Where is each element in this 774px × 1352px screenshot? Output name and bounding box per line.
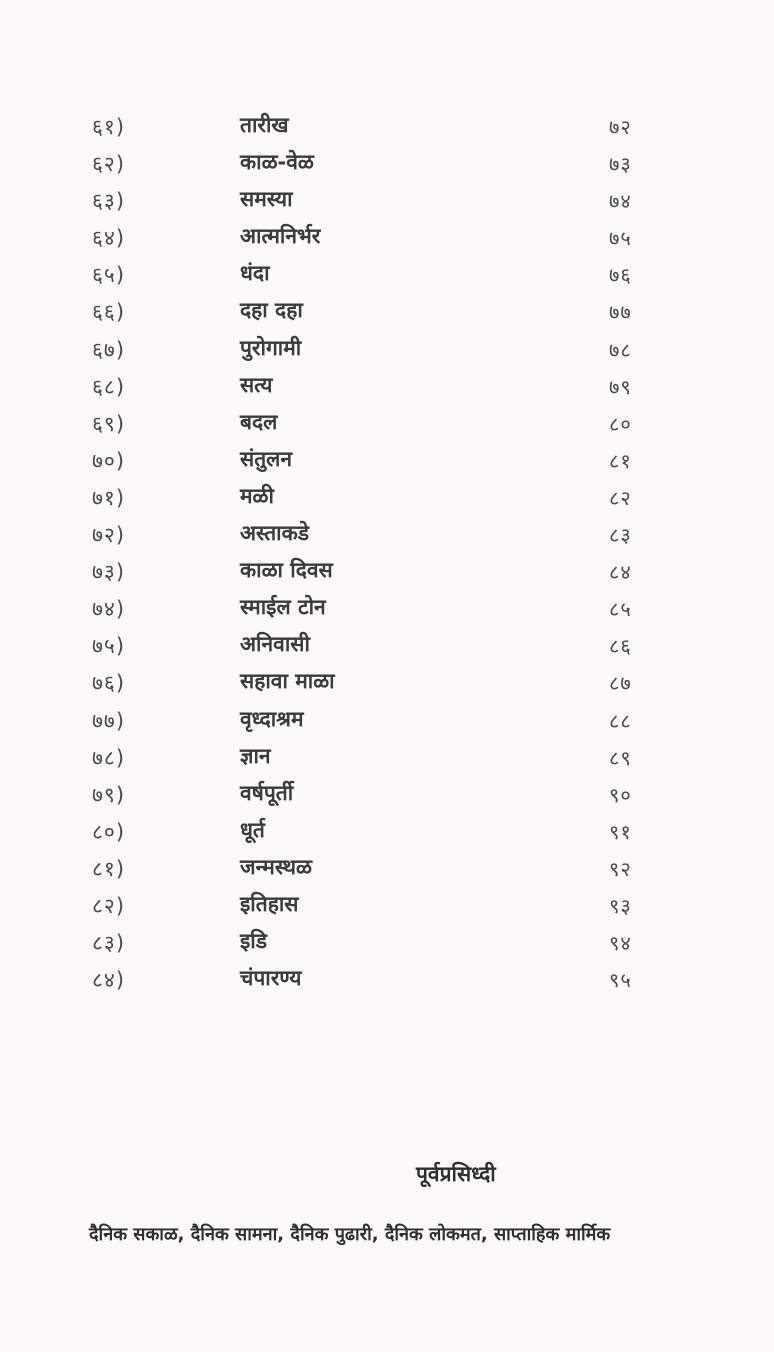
toc-entry-number: ६५) (92, 263, 126, 288)
toc-entry-title: काळ-वेळ (240, 150, 314, 175)
toc-entry-number: ६३) (92, 189, 126, 214)
toc-entry-page-number: ७९ (609, 374, 632, 399)
toc-entry-page-number: ९३ (609, 893, 632, 918)
toc-entry-number: ८४) (92, 968, 126, 993)
toc-entry-title: स्माईल टोन (240, 595, 326, 620)
toc-row (0, 630, 774, 667)
toc-entry-page-number: ८८ (609, 708, 632, 733)
prior-publication-list: दैनिक सकाळ, दैनिक सामना, दैनिक पुढारी, दैनिक लोकमत, साप्ताहिक मार्मिक (89, 1224, 611, 1245)
toc-entry-page-number: ७३ (609, 152, 632, 177)
toc-entry-page-number: ७२ (609, 115, 632, 139)
toc-entry-number: ६१) (92, 115, 126, 139)
toc-entry-page-number: ८४ (609, 560, 632, 585)
toc-entry-title: अस्ताकडे (240, 521, 309, 546)
toc-entry-title: दहा दहा (240, 298, 303, 323)
toc-entry-page-number: ७४ (609, 189, 632, 214)
toc-entry-page-number: ८१ (609, 448, 632, 473)
toc-entry-page-number: ९१ (609, 819, 632, 844)
toc-row (0, 816, 774, 853)
toc-row (0, 890, 774, 927)
toc-entry-number: ६८) (92, 374, 126, 399)
toc-entry-title: समस्या (240, 187, 293, 212)
toc-row (0, 185, 774, 222)
toc-entry-number: ६९) (92, 411, 126, 436)
toc-row (0, 334, 774, 371)
toc-entry-title: जन्मस्थळ (240, 854, 312, 879)
toc-row (0, 964, 774, 1001)
toc-entry-number: ७१) (92, 485, 126, 510)
toc-row (0, 593, 774, 630)
toc-entry-page-number: ८७ (609, 671, 632, 696)
toc-row (0, 371, 774, 408)
toc-row (0, 259, 774, 296)
toc-entry-number: ७२) (92, 523, 126, 548)
toc-entry-number: ६४) (92, 226, 126, 251)
toc-entry-page-number: ८२ (609, 485, 632, 510)
toc-entry-number: ६२) (92, 152, 126, 177)
toc-row (0, 482, 774, 519)
toc-entry-number: ८२) (92, 893, 126, 918)
toc-entry-title: संतुलन (240, 446, 293, 471)
toc-entry-title: तारीख (240, 113, 289, 137)
toc-entry-title: इतिहास (240, 891, 299, 916)
toc-entry-number: ७४) (92, 597, 126, 622)
toc-entry-title: इडि (240, 929, 267, 954)
toc-entry-page-number: ९४ (609, 931, 632, 956)
toc-row (0, 445, 774, 482)
toc-entry-page-number: ९५ (609, 968, 632, 993)
toc-row (0, 519, 774, 556)
toc-row (0, 927, 774, 964)
toc-entry-number: ६७) (92, 337, 126, 362)
toc-entry-page-number: ७८ (609, 337, 632, 362)
toc-entry-page-number: ७६ (609, 263, 632, 288)
toc-entry-page-number: ८६ (609, 634, 632, 659)
toc-entry-number: ७३) (92, 560, 126, 585)
toc-entry-title: मळी (240, 483, 274, 508)
toc-entry-number: ८३) (92, 931, 126, 956)
toc-row (0, 296, 774, 333)
toc-entry-title: धंदा (240, 261, 270, 286)
toc-row (0, 705, 774, 742)
toc-entry-page-number: ८९ (609, 745, 632, 770)
toc-entry-page-number: ७७ (609, 300, 632, 325)
toc-entry-number: ७८) (92, 745, 126, 770)
toc-row (0, 222, 774, 259)
toc-entry-title: चंपारण्य (240, 966, 302, 991)
toc-entry-page-number: ८० (609, 411, 632, 436)
toc-entry-page-number: ९२ (609, 856, 632, 881)
toc-row (0, 742, 774, 779)
toc-entry-number: ७७) (92, 708, 126, 733)
toc-row (0, 779, 774, 816)
toc-entry-number: ७५) (92, 634, 126, 659)
toc-row (0, 111, 774, 148)
toc-entry-page-number: ७५ (609, 226, 632, 251)
toc-row (0, 667, 774, 704)
toc-entry-number: ७०) (92, 448, 126, 473)
toc-entry-title: अनिवासी (240, 632, 310, 657)
toc-row (0, 556, 774, 593)
toc-entry-title: वृध्दाश्रम (240, 706, 304, 731)
toc-entry-title: आत्मनिर्भर (240, 224, 321, 249)
toc-entry-number: ८०) (92, 819, 126, 844)
toc-entry-number: ८१) (92, 856, 126, 881)
toc-row (0, 853, 774, 890)
toc-entry-title: सहावा माळा (240, 669, 335, 694)
toc-entry-number: ७९) (92, 782, 126, 807)
toc-entry-title: काळा दिवस (240, 558, 333, 583)
toc-entry-title: ज्ञान (240, 743, 271, 768)
toc-entry-number: ६६) (92, 300, 126, 325)
toc-entry-title: बदल (240, 409, 278, 434)
toc-row (0, 148, 774, 185)
toc-entry-title: पुरोगामी (240, 335, 302, 360)
toc-entry-page-number: ८३ (609, 523, 632, 548)
toc-entry-title: सत्य (240, 372, 273, 397)
toc-entry-title: धूर्त (240, 817, 265, 842)
toc-entry-title: वर्षपूर्ती (240, 780, 294, 805)
prior-publication-heading: पूर्वप्रसिध्दी (416, 1162, 496, 1186)
toc-entry-page-number: ९० (609, 782, 632, 807)
toc-entry-page-number: ८५ (609, 597, 632, 622)
toc-entry-number: ७६) (92, 671, 126, 696)
table-of-contents (0, 111, 774, 1001)
toc-row (0, 408, 774, 445)
